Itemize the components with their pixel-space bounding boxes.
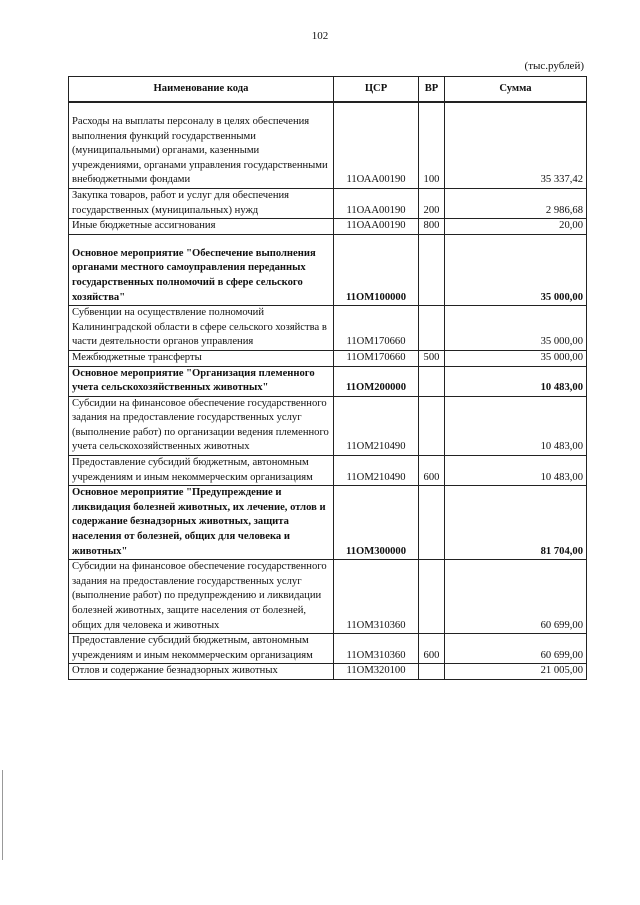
cell-sum: 35 000,00	[445, 350, 587, 366]
cell-sum: 20,00	[445, 219, 587, 235]
cell-sum: 60 699,00	[445, 634, 587, 664]
cell-sum: 81 704,00	[445, 486, 587, 560]
cell-name: Иные бюджетные ассигнования	[69, 219, 334, 235]
cell-name: Предоставление субсидий бюджетным, автономным учреждениям и иным некоммерческим организациям	[69, 634, 334, 664]
budget-table	[68, 76, 587, 680]
table-row	[69, 188, 587, 218]
units-label: (тыс.рублей)	[524, 60, 584, 72]
spacer-cell	[419, 234, 445, 247]
cell-vr: 600	[419, 634, 445, 664]
margin-mark	[2, 770, 3, 860]
cell-name: Субсидии на финансовое обеспечение государственного задания на предоставление государственных услуг (выполнение работ) по организации ведения племенного учета сельскохозяйственных животных	[69, 396, 334, 455]
cell-csr: 11ОМ170660	[334, 306, 419, 351]
spacer-cell	[445, 234, 587, 247]
cell-name: Предоставление субсидий бюджетным, автономным учреждениям и иным некоммерческим организациям	[69, 456, 334, 486]
cell-csr: 11ОМ200000	[334, 366, 419, 396]
cell-vr	[419, 486, 445, 560]
table-row	[69, 115, 587, 188]
cell-vr	[419, 396, 445, 455]
table-row	[69, 486, 587, 560]
spacer-cell	[419, 102, 445, 115]
table-row	[69, 306, 587, 351]
cell-csr: 11ОМ320100	[334, 664, 419, 680]
cell-name: Субсидии на финансовое обеспечение государственного задания на предоставление государственных услуг (выполнение работ) по предупреждению и ликвидации болезней животных, защите населения от болезней, общих для человека и животных	[69, 560, 334, 634]
spacer-row	[69, 234, 587, 247]
cell-name: Основное мероприятие "Организация племенного учета сельскохозяйственных животных"	[69, 366, 334, 396]
cell-vr: 500	[419, 350, 445, 366]
cell-vr: 600	[419, 456, 445, 486]
table-row	[69, 247, 587, 306]
table-row	[69, 664, 587, 680]
cell-sum: 10 483,00	[445, 366, 587, 396]
cell-sum: 35 337,42	[445, 115, 587, 188]
cell-name: Закупка товаров, работ и услуг для обеспечения государственных (муниципальных) нужд	[69, 188, 334, 218]
cell-csr: 11ОАА00190	[334, 219, 419, 235]
table-row	[69, 634, 587, 664]
cell-vr	[419, 306, 445, 351]
cell-sum: 35 000,00	[445, 247, 587, 306]
cell-sum: 60 699,00	[445, 560, 587, 634]
cell-vr: 800	[419, 219, 445, 235]
cell-sum: 2 986,68	[445, 188, 587, 218]
spacer-row	[69, 102, 587, 115]
cell-sum: 35 000,00	[445, 306, 587, 351]
table-header-row	[69, 77, 587, 103]
cell-name: Расходы на выплаты персоналу в целях обеспечения выполнения функций государственными (муниципальными) органами, казенными учреждениями, органами управления государственными внебюджетными фондами	[69, 115, 334, 188]
cell-csr: 11ОМ210490	[334, 396, 419, 455]
header-sum: Сумма	[445, 77, 587, 103]
cell-vr: 100	[419, 115, 445, 188]
table-row	[69, 396, 587, 455]
cell-sum: 10 483,00	[445, 396, 587, 455]
cell-vr	[419, 664, 445, 680]
spacer-cell	[445, 102, 587, 115]
cell-name: Отлов и содержание безнадзорных животных	[69, 664, 334, 680]
cell-csr: 11ОМ170660	[334, 350, 419, 366]
cell-vr	[419, 560, 445, 634]
cell-csr: 11ОМ300000	[334, 486, 419, 560]
cell-csr: 11ОАА00190	[334, 115, 419, 188]
cell-csr: 11ОАА00190	[334, 188, 419, 218]
table-row	[69, 560, 587, 634]
table-row	[69, 366, 587, 396]
spacer-cell	[69, 234, 334, 247]
table-body	[69, 102, 587, 679]
cell-csr: 11ОМ210490	[334, 456, 419, 486]
cell-name: Основное мероприятие "Обеспечение выполнения органами местного самоуправления переданных государственных полномочий в сфере сельского хозяйства"	[69, 247, 334, 306]
cell-csr: 11ОМ310360	[334, 634, 419, 664]
cell-vr	[419, 366, 445, 396]
cell-sum: 10 483,00	[445, 456, 587, 486]
cell-csr: 11ОМ310360	[334, 560, 419, 634]
cell-sum: 21 005,00	[445, 664, 587, 680]
page-number: 102	[311, 30, 329, 42]
table-row	[69, 350, 587, 366]
cell-vr: 200	[419, 188, 445, 218]
spacer-cell	[334, 102, 419, 115]
cell-name: Субвенции на осуществление полномочий Калининградской области в сфере сельского хозяйства в части деятельности органов управления	[69, 306, 334, 351]
header-csr: ЦСР	[334, 77, 419, 103]
header-name: Наименование кода	[69, 77, 334, 103]
table-row	[69, 456, 587, 486]
spacer-cell	[69, 102, 334, 115]
table-row	[69, 219, 587, 235]
cell-name: Основное мероприятие "Предупреждение и ликвидация болезней животных, их лечение, отлов и содержание безнадзорных животных, защита населения от болезней, общих для человека и животных"	[69, 486, 334, 560]
cell-name: Межбюджетные трансферты	[69, 350, 334, 366]
cell-csr: 11ОМ100000	[334, 247, 419, 306]
spacer-cell	[334, 234, 419, 247]
header-vr: ВР	[419, 77, 445, 103]
cell-vr	[419, 247, 445, 306]
